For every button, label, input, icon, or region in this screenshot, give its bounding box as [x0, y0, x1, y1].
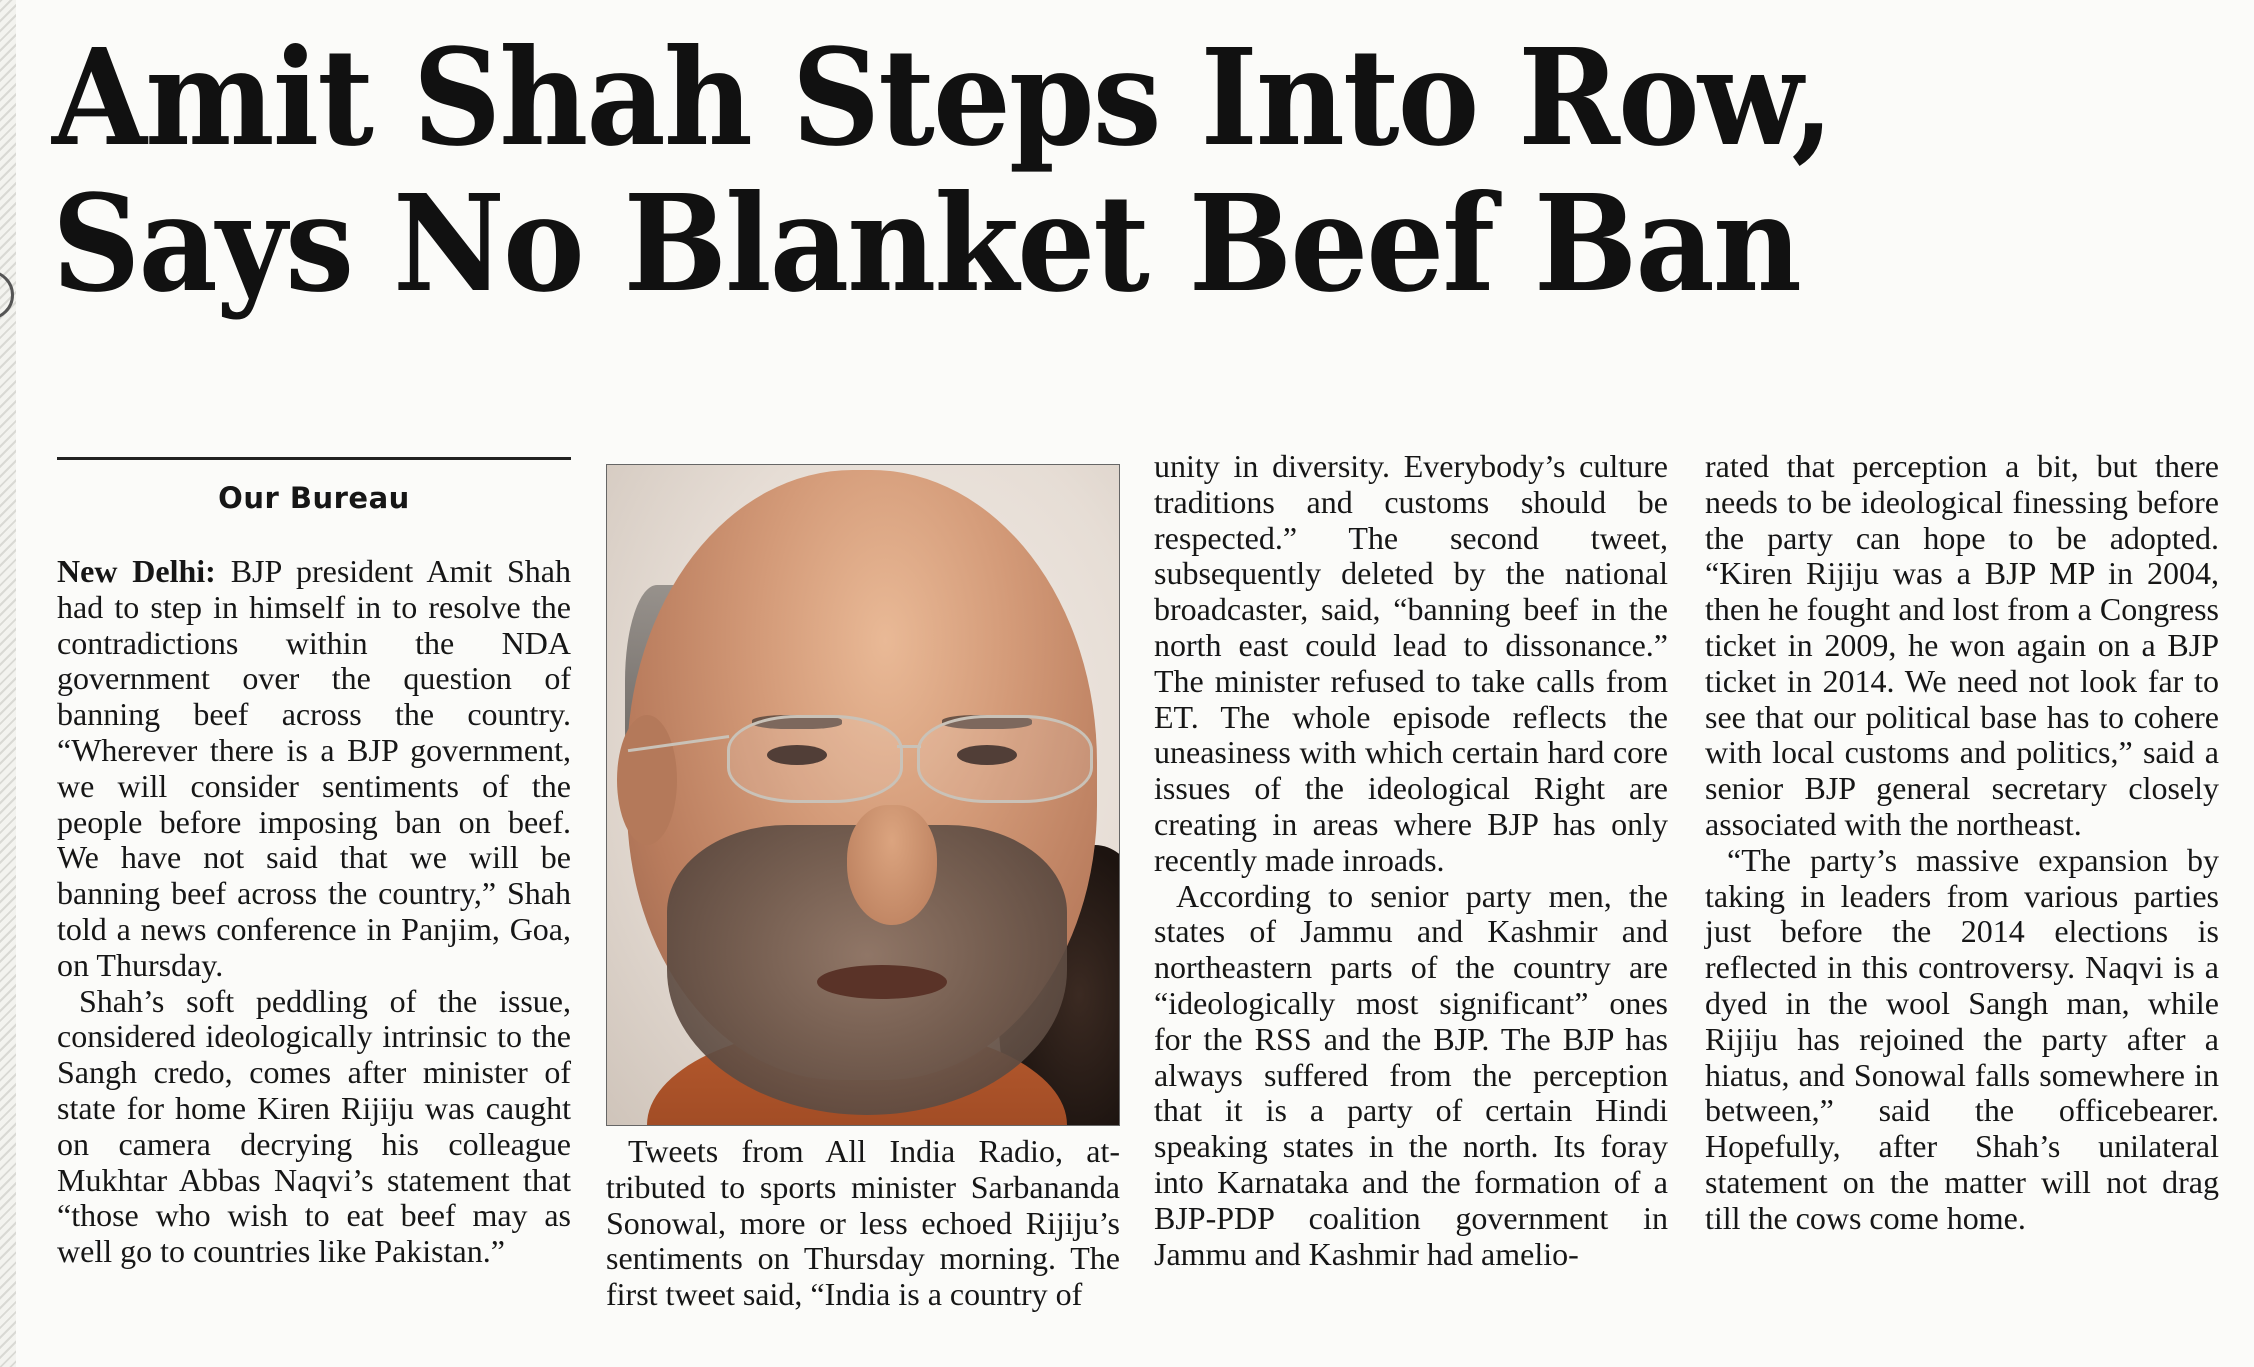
paragraph: Tweets from All India Radio, attributed to sports minister Sarbananda Sonowal, more or less echoed Rijiju’s sentiments on Thursday morning. The first tweet said, “India is a country of	[606, 1133, 1120, 1313]
article-column-3	[1154, 449, 1668, 1272]
page-edge	[0, 0, 16, 1367]
headline-line-2: Says No Blanket Beef Ban	[52, 166, 1801, 322]
headline-line-1: Amit Shah Steps Into Row,	[52, 20, 1833, 176]
byline: Our Bureau	[218, 481, 410, 515]
paragraph: unity in diversity. Everybody’s culture traditions and customs should be respected.” The second tweet, subsequently deleted by the national broadcaster, said, “banning beef in the north east could lead to dissonance.” The minister refused to take calls from ET. The whole episode reflects the uneasiness with which certain hard core issues of the ideological Right are creating in areas where BJP has only recently made inroads.	[1154, 448, 1668, 878]
paragraph: According to senior party men, the states of Jammu and Kashmir and northeastern parts of the country are “ideologically most significant” ones for the RSS and the BJP. The BJP has always suffered from the perception that it is a party of certain Hindi speaking states in the north. Its foray into Karnataka and the formation of a BJP-PDP coalition government in Jammu and Kashmir had amelio-	[1154, 877, 1668, 1272]
glasses	[627, 715, 1107, 805]
paragraph: rated that perception a bit, but there needs to be ideological finessing before the party can hope to be adopted. “Kiren Rijiju was a BJP MP in 2004, then he fought and lost from a Congress ticket in 2009, he won again on a BJP ticket in 2014. We need not look far to see that our political base has to cohere with local customs and politics,” said a senior BJP general secretary closely associated with the northeast.	[1705, 448, 2219, 842]
article-column-1	[57, 554, 571, 1270]
portrait-photo	[606, 464, 1120, 1126]
paragraph-text: BJP president Amit Shah had to step in himself in to resolve the contradictions within the NDA government over the question of banning beef across the country. “Wherever there is a BJP government, we will consider sentiments of the people before imposing ban on beef. We have not said that we will be banning beef across the country,” Shah told a news conference in Panjim, Goa, on Thursday.	[57, 553, 572, 983]
paragraph	[57, 554, 571, 984]
headline	[52, 0, 2242, 322]
byline-rule	[57, 457, 571, 460]
article-column-2	[606, 1134, 1120, 1313]
dateline: New Delhi:	[57, 553, 216, 589]
paragraph: “The party’s massive expansion by taking in leaders from various parties just before the 2014 elections is reflected in this controversy. Naqvi is a dyed in the wool Sangh man, while Rijiju has rejoined the party after a hiatus, and Sonowal falls somewhere in between,” said the officebearer. Hopefully, after Shah’s unilateral statement on the matter will not drag till the cows come home.	[1705, 841, 2219, 1236]
article-column-4	[1705, 449, 2219, 1237]
paragraph: Shah’s soft peddling of the issue, considered ideologically intrinsic to the Sangh credo, comes after minister of state for home Kiren Rijiju was caught on camera decrying his colleague Mukhtar Abbas Naqvi’s statement that “those who wish to eat beef may as well go to countries like Pakistan.”	[57, 982, 571, 1270]
